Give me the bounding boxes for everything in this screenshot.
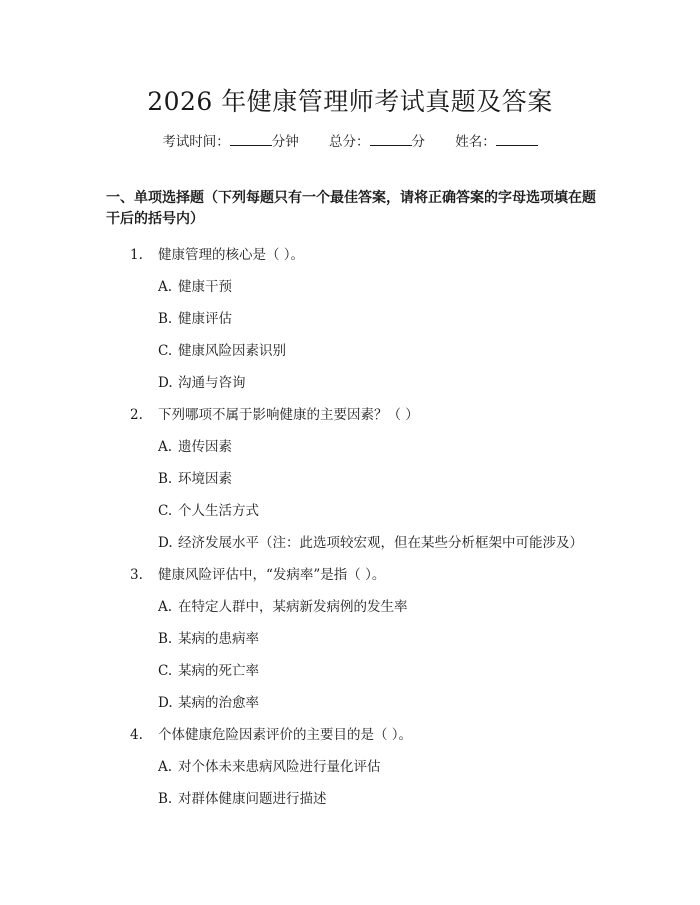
option-text: 环境因素: [178, 471, 232, 487]
total-score-label: 总分：: [329, 134, 370, 150]
option-text: 健康评估: [178, 311, 232, 327]
option-letter: B.: [158, 471, 173, 487]
option-text: 经济发展水平（注：此选项较宏观，但在某些分析框架中可能涉及）: [178, 535, 583, 551]
option-letter: C.: [158, 503, 173, 519]
question-number: 3.: [130, 567, 143, 583]
question-2-option-d: [158, 531, 583, 551]
option-text: 某病的死亡率: [178, 663, 259, 679]
option-letter: D.: [158, 695, 173, 711]
question-1-option-c: [158, 339, 286, 359]
total-score-field: [329, 130, 425, 150]
question-4-option-b: [158, 787, 327, 807]
total-score-unit: 分: [411, 134, 425, 150]
exam-time-unit: 分钟: [271, 134, 299, 150]
question-number: 2.: [130, 407, 143, 423]
question-2-option-a: [158, 435, 232, 455]
option-text: 健康风险因素识别: [178, 343, 286, 359]
question-3-option-d: [158, 691, 259, 711]
question-2: [130, 403, 419, 423]
option-letter: A.: [158, 439, 173, 455]
question-4: [130, 723, 412, 743]
option-text: 遗传因素: [178, 439, 232, 455]
option-text: 在特定人群中，某病新发病例的发生率: [178, 599, 408, 615]
question-3-option-a: [158, 595, 408, 615]
exam-time-label: 考试时间：: [162, 134, 230, 150]
option-letter: A.: [158, 599, 173, 615]
option-text: 某病的患病率: [178, 631, 259, 647]
question-2-option-b: [158, 467, 232, 487]
name-label: 姓名：: [455, 134, 496, 150]
exam-time-blank: [230, 133, 272, 146]
option-text: 对个体未来患病风险进行量化评估: [178, 759, 381, 775]
option-letter: B.: [158, 791, 173, 807]
question-text: 健康管理的核心是（ ）。: [158, 247, 305, 263]
question-1-option-b: [158, 307, 232, 327]
option-letter: C.: [158, 343, 173, 359]
question-1-option-a: [158, 275, 232, 295]
option-text: 健康干预: [178, 279, 232, 295]
total-score-blank: [370, 133, 412, 146]
page-title: 2026 年健康管理师考试真题及答案: [147, 87, 553, 116]
option-letter: D.: [158, 535, 173, 551]
option-text: 对群体健康问题进行描述: [178, 791, 327, 807]
question-3: [130, 563, 385, 583]
question-number: 1.: [130, 247, 143, 263]
option-letter: A.: [158, 279, 173, 295]
option-letter: A.: [158, 759, 173, 775]
question-3-option-b: [158, 627, 259, 647]
option-text: 个人生活方式: [178, 503, 259, 519]
section-heading: 一、单项选择题（下列每题只有一个最佳答案，请将正确答案的字母选项填在题干后的括号内）: [106, 190, 596, 227]
option-letter: B.: [158, 311, 173, 327]
question-1: [130, 243, 304, 263]
option-text: 某病的治愈率: [178, 695, 259, 711]
option-letter: B.: [158, 631, 173, 647]
option-letter: C.: [158, 663, 173, 679]
question-1-option-d: [158, 371, 246, 391]
name-field: [455, 130, 538, 150]
question-number: 4.: [130, 727, 143, 743]
name-blank: [496, 133, 538, 146]
option-text: 沟通与咨询: [178, 375, 246, 391]
question-2-option-c: [158, 499, 259, 519]
exam-time-field: [162, 130, 299, 150]
option-letter: D.: [158, 375, 173, 391]
question-text: 下列哪项不属于影响健康的主要因素？（ ）: [158, 407, 419, 423]
question-4-option-a: [158, 755, 381, 775]
exam-info-line: [0, 130, 700, 150]
question-text: 个体健康危险因素评价的主要目的是（ ）。: [158, 727, 413, 743]
question-3-option-c: [158, 659, 259, 679]
question-text: 健康风险评估中，“发病率”是指（ ）。: [158, 567, 386, 583]
